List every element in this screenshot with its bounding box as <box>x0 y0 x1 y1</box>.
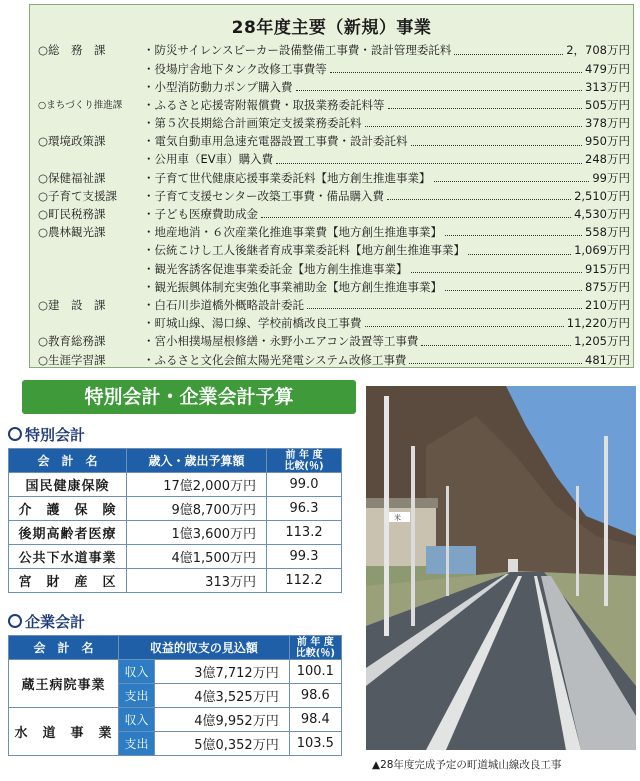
project-dept: ○生涯学習課 <box>38 352 106 367</box>
project-amount: 248万円 <box>585 152 630 167</box>
project-amount: 11,220万円 <box>566 316 630 331</box>
col-ratio: 前 年 度 比較(％) <box>289 636 341 660</box>
project-desc: ・宮小相撲場屋根修繕・永野小エアコン設置等工事費 <box>143 334 419 349</box>
project-amount: 210万円 <box>585 297 630 312</box>
table-row <box>9 521 342 545</box>
project-desc: ・町城山線、湯口線、学校前橋改良工事費 <box>143 316 362 331</box>
project-row <box>38 97 630 115</box>
project-amount: 950万円 <box>585 134 630 149</box>
io-label: 支出 <box>119 732 155 756</box>
project-row <box>38 297 630 315</box>
truck <box>508 559 518 572</box>
ratio-value: 113.2 <box>267 521 342 545</box>
col-ratio: 前 年 度 比較(％) <box>267 449 342 473</box>
project-dept: ○教育総務課 <box>38 334 106 349</box>
io-label: 支出 <box>119 684 155 708</box>
project-amount: 378万円 <box>585 116 630 131</box>
project-dept: ○子育て支援課 <box>38 188 118 203</box>
leader-dots <box>388 108 583 109</box>
special-accounts-table <box>8 448 342 593</box>
project-amount: 99万円 <box>592 170 630 185</box>
account-name: 介 護 保 険 <box>9 497 127 521</box>
leader-dots <box>411 272 583 273</box>
leader-dots <box>387 199 571 200</box>
budget-amount: 1億3,600万円 <box>127 521 267 545</box>
project-row <box>38 333 630 351</box>
revenue-amount: 4億9,952万円 <box>155 708 290 732</box>
budget-amount: 9億8,700万円 <box>127 497 267 521</box>
table-row <box>9 473 342 497</box>
project-amount: 479万円 <box>585 61 630 76</box>
project-desc: ・地産地消・６次産業化推進事業費【地方創生推進事業】 <box>143 225 442 240</box>
table-row <box>9 708 342 732</box>
project-row <box>38 351 630 369</box>
circle-icon <box>8 614 22 628</box>
project-amount: 1,205万円 <box>574 334 630 349</box>
col-budget: 歳入・歳出予算額 <box>127 449 267 473</box>
project-desc: ・観光客誘客促進事業委託金【地方創生推進事業】 <box>143 261 408 276</box>
project-dept: ○環境政策課 <box>38 134 106 149</box>
enterprise-accounts-table <box>8 635 342 756</box>
table-header-row <box>9 449 342 473</box>
projects-list <box>38 42 630 369</box>
project-desc: ・防災サイレンスピーカー設備整備工事費・設計管理委託料 <box>143 43 452 58</box>
account-name: 蔵王病院事業 <box>9 660 119 708</box>
table-row <box>9 660 342 684</box>
project-desc: ・子育て支援センター改築工事費・備品購入費 <box>143 188 385 203</box>
circle-icon <box>8 427 22 441</box>
projects-title: 28年度主要（新規）事業 <box>231 18 432 38</box>
revenue-amount: 3億7,712万円 <box>155 660 290 684</box>
ratio-value: 98.6 <box>289 684 341 708</box>
section-banner: 特別会計・企業会計予算 <box>22 380 356 414</box>
project-amount: 505万円 <box>585 97 630 112</box>
special-heading-text: 特別会計 <box>25 426 86 444</box>
major-projects-box <box>29 4 634 368</box>
account-name: 水 道 事 業 <box>9 708 119 756</box>
project-dept: ○保健福祉課 <box>38 170 106 185</box>
leader-dots <box>454 54 563 55</box>
utility-pole <box>384 396 389 636</box>
project-row <box>38 224 630 242</box>
project-amount: 2，708万円 <box>566 43 630 58</box>
project-amount: 313万円 <box>585 79 630 94</box>
project-dept: ○まちづくり推進課 <box>38 99 123 111</box>
project-desc: ・観光振興体制充実強化事業補助金【地方創生推進事業】 <box>143 279 442 294</box>
project-dept: ○総 務 課 <box>38 43 106 58</box>
enterprise-heading-text: 企業会計 <box>25 613 86 631</box>
leader-dots <box>445 235 582 236</box>
budget-amount: 313万円 <box>127 569 267 593</box>
expense-amount: 5億0,352万円 <box>155 732 290 756</box>
project-row <box>38 133 630 151</box>
leader-dots <box>411 145 583 146</box>
project-dept: ○町民税務課 <box>38 207 106 222</box>
project-row <box>38 151 630 169</box>
project-row <box>38 315 630 333</box>
project-desc: ・小型消防動力ポンプ購入費 <box>143 79 293 94</box>
project-row <box>38 169 630 187</box>
project-row <box>38 206 630 224</box>
leader-dots <box>409 363 582 364</box>
project-row <box>38 278 630 296</box>
leader-dots <box>445 290 582 291</box>
leader-dots <box>421 345 571 346</box>
table-row <box>9 569 342 593</box>
account-name: 宮 財 産 区 <box>9 569 127 593</box>
shop-sign: 米 <box>394 514 401 522</box>
io-label: 収入 <box>119 708 155 732</box>
project-desc: ・子育て世代健康応援事業委託料【地方創生推進事業】 <box>143 170 431 185</box>
project-amount: 558万円 <box>585 225 630 240</box>
account-name: 後期高齢者医療 <box>9 521 127 545</box>
project-amount: 915万円 <box>585 261 630 276</box>
project-amount: 481万円 <box>585 352 630 367</box>
table-row <box>9 497 342 521</box>
ratio-value: 100.1 <box>289 660 341 684</box>
project-desc: ・伝統こけし工人後継者育成事業委託料【地方創生推進事業】 <box>143 243 465 258</box>
project-desc: ・第５次長期総合計画策定支援業務委託料 <box>143 116 362 131</box>
project-amount: 1,069万円 <box>574 243 630 258</box>
special-accounts-heading <box>8 424 85 445</box>
photo-caption: ▲28年度完成予定の町道城山線改良工事 <box>372 759 562 771</box>
table-header-row <box>9 636 342 660</box>
project-desc: ・ふるさと応援寄附報償費・取扱業務委託料等 <box>143 97 385 112</box>
project-row <box>38 260 630 278</box>
project-desc: ・ふるさと文化会館太陽光発電システム改修工事費 <box>143 352 407 367</box>
project-row <box>38 78 630 96</box>
project-row <box>38 60 630 78</box>
col-account-name: 会 計 名 <box>9 636 119 660</box>
leader-dots <box>434 181 590 182</box>
road-illustration <box>366 386 636 750</box>
table-row <box>9 545 342 569</box>
leader-dots <box>365 326 564 327</box>
ratio-value: 103.5 <box>289 732 341 756</box>
ratio-value: 112.2 <box>267 569 342 593</box>
project-amount: 875万円 <box>585 279 630 294</box>
account-name: 国民健康保険 <box>9 473 127 497</box>
ratio-value: 99.0 <box>267 473 342 497</box>
leader-dots <box>330 72 582 73</box>
ratio-value: 96.3 <box>267 497 342 521</box>
leader-dots <box>296 90 583 91</box>
project-dept: ○農林観光課 <box>38 225 106 240</box>
road-photo <box>366 386 636 750</box>
project-desc: ・白石川歩道橋外概略設計委託 <box>143 297 304 312</box>
project-row <box>38 115 630 133</box>
project-dept: ○建 設 課 <box>38 297 106 312</box>
project-row <box>38 188 630 206</box>
budget-amount: 17億2,000万円 <box>127 473 267 497</box>
enterprise-accounts-heading <box>8 611 85 632</box>
leader-dots <box>276 163 582 164</box>
project-amount: 2,510万円 <box>574 188 630 203</box>
project-desc: ・子ども医療費助成金 <box>143 207 258 222</box>
leader-dots <box>468 254 571 255</box>
ratio-value: 98.4 <box>289 708 341 732</box>
budget-amount: 4億1,500万円 <box>127 545 267 569</box>
project-row <box>38 42 630 60</box>
leader-dots <box>365 126 583 127</box>
storefront <box>426 546 476 574</box>
account-name: 公共下水道事業 <box>9 545 127 569</box>
project-desc: ・電気自動車用急速充電器設置工事費・設計委託料 <box>143 134 408 149</box>
project-desc: ・役場庁舎地下タンク改修工事費等 <box>143 61 327 76</box>
project-desc: ・公用車（EV車）購入費 <box>143 152 274 167</box>
col-revenue: 収益的収支の見込額 <box>119 636 290 660</box>
expense-amount: 4億3,525万円 <box>155 684 290 708</box>
leader-dots <box>307 308 582 309</box>
col-account-name: 会 計 名 <box>9 449 127 473</box>
io-label: 収入 <box>119 660 155 684</box>
ratio-value: 99.3 <box>267 545 342 569</box>
project-row <box>38 242 630 260</box>
project-amount: 4,530万円 <box>574 207 630 222</box>
leader-dots <box>261 217 571 218</box>
